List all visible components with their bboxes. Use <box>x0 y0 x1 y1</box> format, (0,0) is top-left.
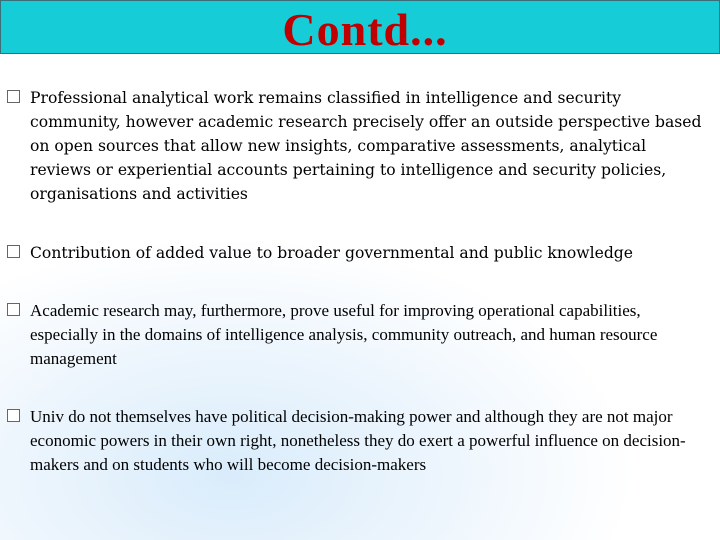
bullet-item <box>7 86 707 206</box>
bullet-item <box>7 241 707 265</box>
bullet-text: Academic research may, furthermore, prove useful for improving operational capabilities, especially in the domains of intelligence analysis, community outreach, and human resource management <box>30 301 658 368</box>
bullet-item <box>7 299 707 371</box>
slide-title: Contd... <box>282 3 448 55</box>
bullet-item <box>7 405 707 477</box>
bullet-box-icon <box>7 409 20 422</box>
bullet-text: Professional analytical work remains classified in intelligence and security community, however academic research precisely offer an outside perspective based on open sources that allow new insights, comparative assessments, analytical reviews or experiential accounts pertaining to intelligence and security policies, organisations and activities <box>30 89 702 203</box>
bullet-box-icon <box>7 90 20 103</box>
bullet-box-icon <box>7 245 20 258</box>
bullet-text: Contribution of added value to broader governmental and public knowledge <box>30 244 634 262</box>
bullet-box-icon <box>7 303 20 316</box>
title-bar <box>0 0 720 54</box>
bullet-text: Univ do not themselves have political decision-making power and although they are not major economic powers in their own right, nonetheless they do exert a powerful influence on decision-makers and on students who will become decision-makers <box>30 407 686 474</box>
